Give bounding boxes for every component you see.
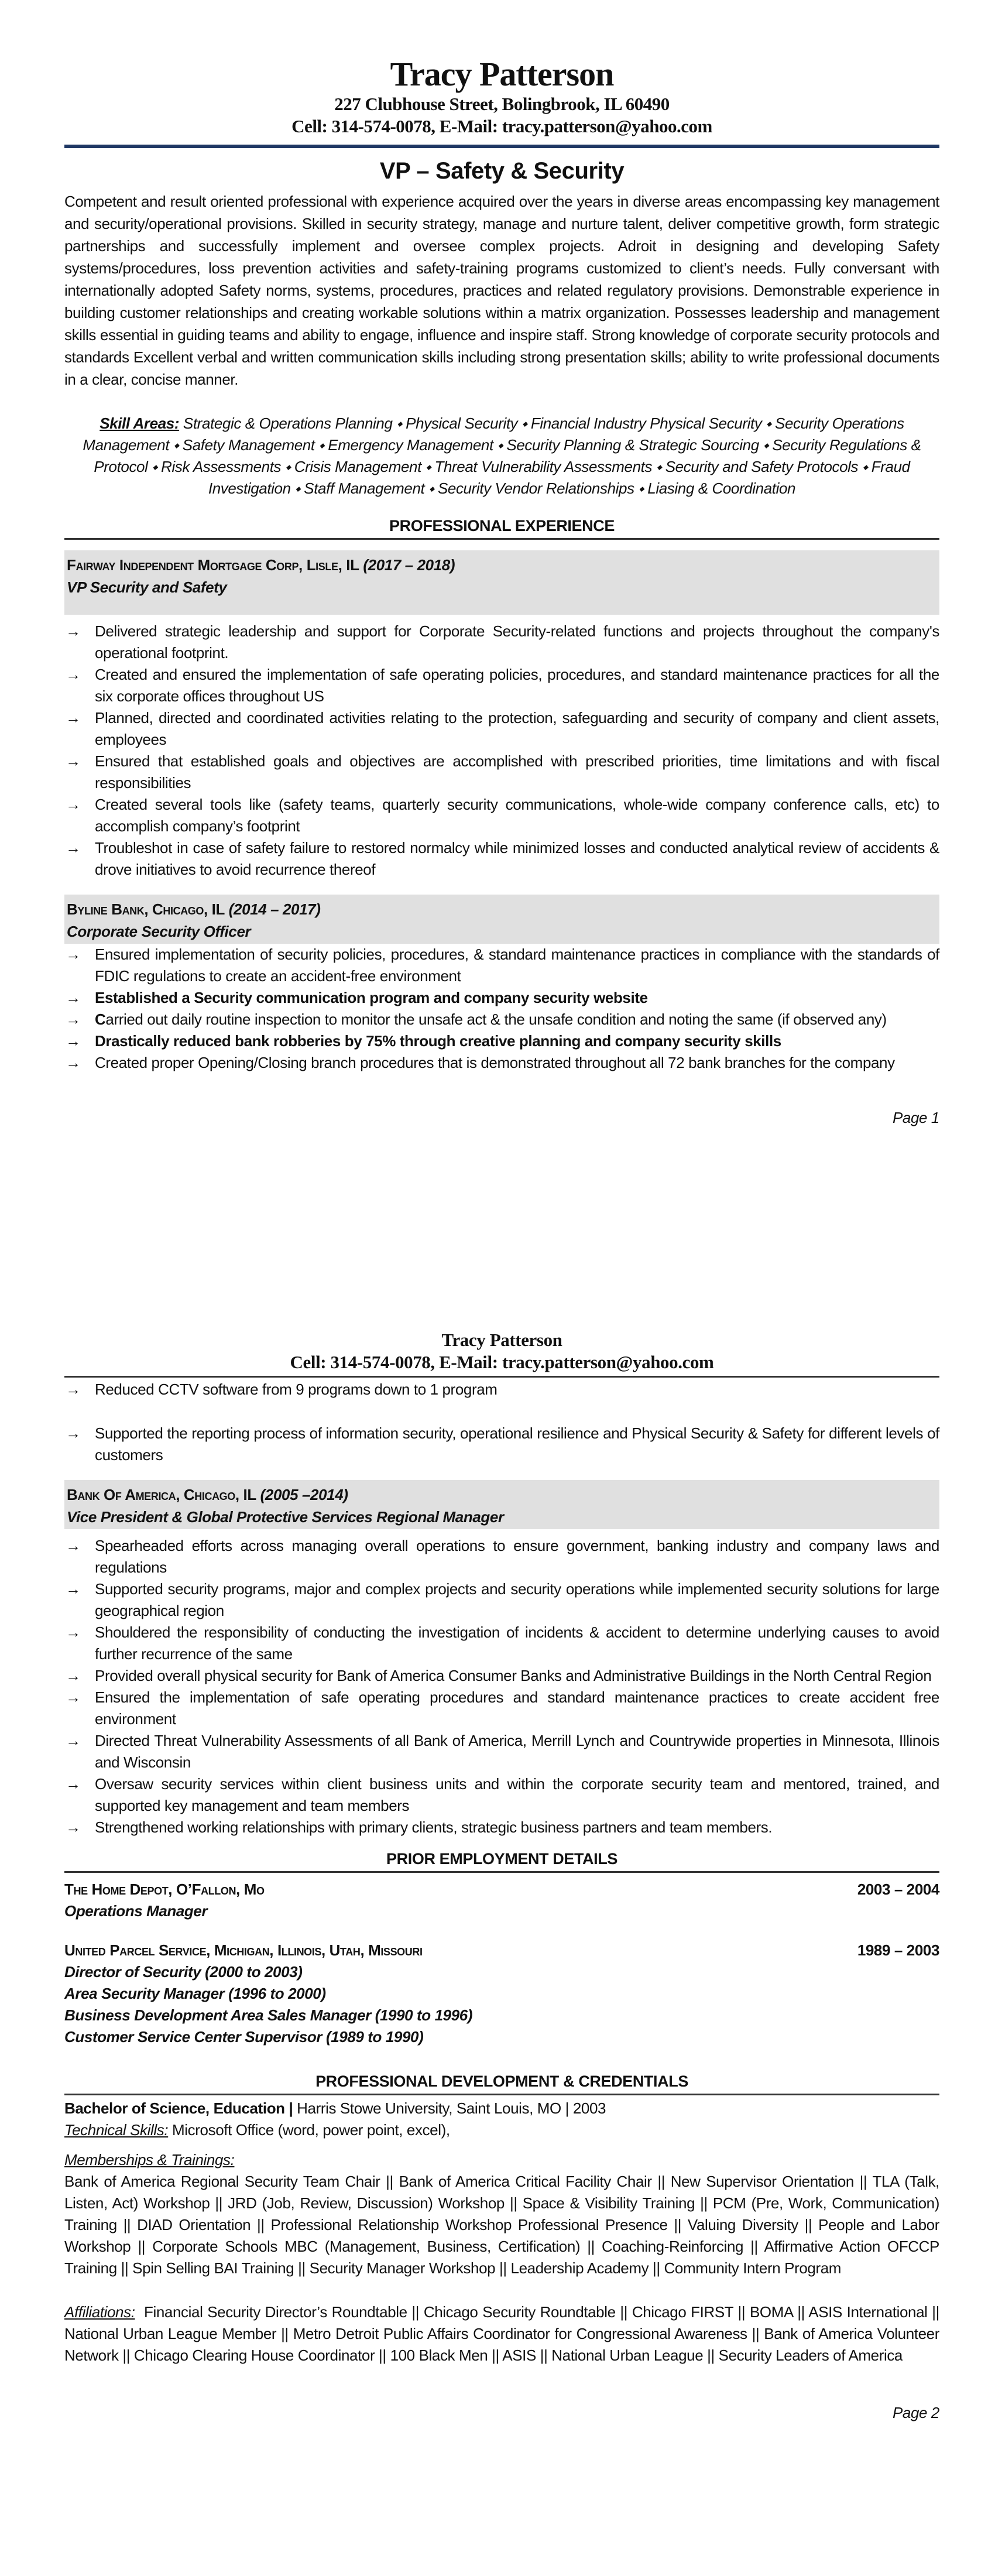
arrow-icon: → xyxy=(66,1667,81,1684)
skill-areas-label: Skill Areas: xyxy=(100,415,180,432)
company: The Home Depot, O’Fallon, Mo xyxy=(64,1880,265,1898)
skill-areas-list: Strategic & Operations Planning ⬩ Physical Security ⬩ Financial Industry Physical Security ⬩ Security Operations Management ⬩ Safety Management ⬩ Emergency Management ⬩ Security Planning & Strategic Sourcing ⬩ Security Regulations & Protocol ⬩ Risk Assessments ⬩ Crisis Management ⬩ Threat Vulnerability Assessments ⬩ Security and Safety Protocols ⬩ Fraud Investigation ⬩ Staff Management ⬩ Security Vendor Relationships ⬩ Liasing & Coordination xyxy=(83,415,921,497)
arrow-icon: → xyxy=(66,1688,81,1706)
bullet: → Drastically reduced bank robberies by 75% through creative planning and company security skills xyxy=(64,1030,939,1052)
bullet: → Spearheaded efforts across managing overall operations to ensure government, banking industry and company laws and regulations xyxy=(64,1535,939,1578)
job-role: Operations Manager xyxy=(64,1902,208,1920)
job-dates: (2005 –2014) xyxy=(260,1486,348,1503)
bullet: → Created and ensured the implementation of safe operating policies, procedures, and standard maintenance practices for all the six corporate offices throughout US xyxy=(64,664,939,707)
degree: Bachelor of Science, Education | Harris Stowe University, Saint Louis, MO | 2003 xyxy=(64,2099,606,2117)
job-dates: (2017 – 2018) xyxy=(363,556,455,574)
arrow-icon: → xyxy=(66,709,81,727)
arrow-icon: → xyxy=(66,796,81,813)
memberships: Bank of America Regional Security Team Chair || Bank of America Critical Facility Chair || New Supervisor Orientation || TLA (Talk, Listen, Act) Workshop || JRD (Job, Review, Discussion) Workshop || Space & Visibility Training || PCM (Pre, Work, Communication) Training || DIAD Orientation || Professional Relationship Workshop Professional Presence || Valuing Diversity || People and Labor Workshop || Corporate Schools MBC (Management, Business, Certification) || Coaching-Reinforcing || Affirmative Action OFCCP Training || Spin Selling BAI Training || Security Manager Workshop || Leadership Academy || Community Intern Program xyxy=(64,2173,939,2277)
bullet: → Ensured that established goals and objectives are accomplished with prescribed priorities, time limitations and with fiscal responsibilities xyxy=(64,751,939,794)
memberships-label: Memberships & Trainings: xyxy=(64,2151,235,2169)
job-role: Customer Service Center Supervisor (1989 to 1990) xyxy=(64,2028,424,2046)
address: 227 Clubhouse Street, Bolingbrook, IL 60490 xyxy=(334,94,670,114)
job-role: Area Security Manager (1996 to 2000) xyxy=(64,1985,326,2002)
bullet: → Shouldered the responsibility of conducting the investigation of incidents & accident to determine underlying causes to avoid further recurrence of the same xyxy=(64,1622,939,1665)
page-number: Page 1 xyxy=(892,1109,939,1126)
bullet: → Oversaw security services within client business units and within the corporate security team and mentored, trained, and supported key management and team members xyxy=(64,1773,939,1817)
company: Byline Bank, Chicago, IL xyxy=(67,900,225,918)
arrow-icon: → xyxy=(66,839,81,857)
section-divider xyxy=(64,2094,939,2095)
company: Fairway Independent Mortgage Corp, Lisle, IL xyxy=(67,556,359,574)
prior-job xyxy=(64,1879,939,1922)
section-heading-credentials: PROFESSIONAL DEVELOPMENT & CREDENTIALS xyxy=(315,2073,688,2090)
arrow-icon: → xyxy=(66,1537,81,1554)
arrow-icon: → xyxy=(66,946,81,963)
company: Bank Of America, Chicago, IL xyxy=(67,1486,256,1503)
section-heading-experience: PROFESSIONAL EXPERIENCE xyxy=(389,517,615,535)
header-divider xyxy=(64,1376,939,1378)
resume-page-1 xyxy=(64,56,939,1127)
bullet: → Provided overall physical security for Bank of America Consumer Banks and Administrative Buildings in the North Central Region xyxy=(64,1665,939,1687)
bullet: → Created several tools like (safety teams, quarterly security communications, whole-wide company conference calls, etc) to accomplish company’s footprint xyxy=(64,794,939,837)
resume-title: VP – Safety & Security xyxy=(379,158,625,184)
bullet: → Troubleshot in case of safety failure to restored normalcy while minimized losses and conducted analytical review of accidents & drove initiatives to avoid recurrence thereof xyxy=(64,837,939,881)
job-header xyxy=(64,550,939,615)
prior-job xyxy=(64,1940,939,2048)
arrow-icon: → xyxy=(66,1775,81,1793)
resume-page-2 xyxy=(64,1329,943,2422)
section-divider xyxy=(64,538,939,540)
arrow-icon: → xyxy=(66,1032,81,1050)
section-heading-prior: PRIOR EMPLOYMENT DETAILS xyxy=(386,1850,617,1868)
bullet: → Ensured the implementation of safe operating procedures and standard maintenance practices to create accident free environment xyxy=(64,1687,939,1730)
candidate-name: Tracy Patterson xyxy=(441,1330,562,1350)
arrow-icon: → xyxy=(66,989,81,1006)
bullet: → Reduced CCTV software from 9 programs down to 1 program xyxy=(64,1379,939,1400)
bullet: → Delivered strategic leadership and support for Corporate Security-related functions and projects throughout the company's operational footprint. xyxy=(64,621,939,664)
arrow-icon: → xyxy=(66,1010,81,1028)
bullet: → Supported security programs, major and complex projects and security operations while implemented security solutions for large geographical region xyxy=(64,1578,939,1622)
technical-skills: Technical Skills: Microsoft Office (word, power point, excel), xyxy=(64,2121,450,2139)
arrow-icon: → xyxy=(66,1381,81,1398)
job-role: Director of Security (2000 to 2003) xyxy=(64,1963,303,1981)
contact-line: Cell: 314-574-0078, E-Mail: tracy.patterson@yahoo.com xyxy=(290,1352,714,1372)
skill-areas xyxy=(64,413,939,499)
job-bullets xyxy=(64,944,939,1074)
arrow-icon: → xyxy=(66,1580,81,1598)
contact-line: Cell: 314-574-0078, E-Mail: tracy.patterson@yahoo.com xyxy=(291,116,712,136)
affiliations: Affiliations: Financial Security Director’s Roundtable || Chicago Security Roundtable || Chicago FIRST || BOMA || ASIS International || National Urban League Member || Metro Detroit Public Affairs Coordinator for Congressional Awareness || Bank of America Volunteer Network || Chicago Clearing House Coordinator || 100 Black Men || ASIS || National Urban League || Security Leaders of America xyxy=(64,2303,943,2364)
arrow-icon: → xyxy=(66,1054,81,1071)
job-dates: 2003 – 2004 xyxy=(857,1880,939,1898)
bullet: → Established a Security communication program and company security website xyxy=(64,987,939,1009)
bullet: → Directed Threat Vulnerability Assessments of all Bank of America, Merrill Lynch and Countrywide properties in Minnesota, Illinois and Wisconsin xyxy=(64,1730,939,1773)
company: United Parcel Service, Michigan, Illinois, Utah, Missouri xyxy=(64,1941,423,1959)
bullet: → Planned, directed and coordinated activities relating to the protection, safeguarding and security of company and client assets, employees xyxy=(64,707,939,751)
job-bullets xyxy=(64,1379,939,1466)
arrow-icon: → xyxy=(66,752,81,770)
summary: Competent and result oriented professional with experience acquired over the years in diverse areas encompassing key management and security/operational provisions. Skilled in security strategy, manage and nurture talent, deliver competitive growth, form strategic partnerships and successfully implement and oversee complex projects. Adroit in designing and developing Safety systems/procedures, loss prevention activities and safety-training programs customized to client’s needs. Fully conversant with internationally adopted Safety norms, systems, procedures, practices and related regulatory provisions. Demonstrable experience in building customer relationships and creating workable solutions within a matrix organization. Possesses leadership and management skills essential in guiding teams and ability to engage, influence and inspire staff. Strong knowledge of corporate security protocols and standards Excellent verbal and written communication skills including strong presentation skills; ability to write professional documents in a clear, concise manner. xyxy=(64,193,939,388)
job-role: VP Security and Safety xyxy=(67,578,227,596)
page-number: Page 2 xyxy=(892,2404,939,2421)
arrow-icon: → xyxy=(66,666,81,683)
header-divider xyxy=(64,145,939,148)
job-bullets xyxy=(64,621,939,881)
candidate-name: Tracy Patterson xyxy=(390,55,614,93)
job-bullets xyxy=(64,1535,939,1838)
arrow-icon: → xyxy=(66,1818,81,1836)
job-dates: (2014 – 2017) xyxy=(228,900,321,918)
credentials xyxy=(64,2098,943,2366)
job-role: Business Development Area Sales Manager (1990 to 1996) xyxy=(64,2006,473,2024)
bullet: → Created proper Opening/Closing branch procedures that is demonstrated throughout all 72 bank branches for the company xyxy=(64,1052,939,1074)
job-header xyxy=(64,1480,939,1529)
arrow-icon: → xyxy=(66,1623,81,1641)
bullet: → Supported the reporting process of information security, operational resilience and Physical Security & Safety for different levels of customers xyxy=(64,1423,939,1466)
job-role: Vice President & Global Protective Services Regional Manager xyxy=(67,1508,504,1526)
bullet: → Carried out daily routine inspection to monitor the unsafe act & the unsafe condition and noting the same (if observed any) xyxy=(64,1009,939,1030)
arrow-icon: → xyxy=(66,622,81,640)
job-role: Corporate Security Officer xyxy=(67,923,251,940)
arrow-icon: → xyxy=(66,1732,81,1749)
section-divider xyxy=(64,1871,939,1873)
bullet: → Ensured implementation of security policies, procedures, & standard maintenance practices in compliance with the standards of FDIC regulations to create an accident-free environment xyxy=(64,944,939,987)
job-dates: 1989 – 2003 xyxy=(857,1941,939,1959)
arrow-icon: → xyxy=(66,1424,81,1442)
bullet: → Strengthened working relationships with primary clients, strategic business partners and team members. xyxy=(64,1817,939,1838)
job-header xyxy=(64,895,939,944)
